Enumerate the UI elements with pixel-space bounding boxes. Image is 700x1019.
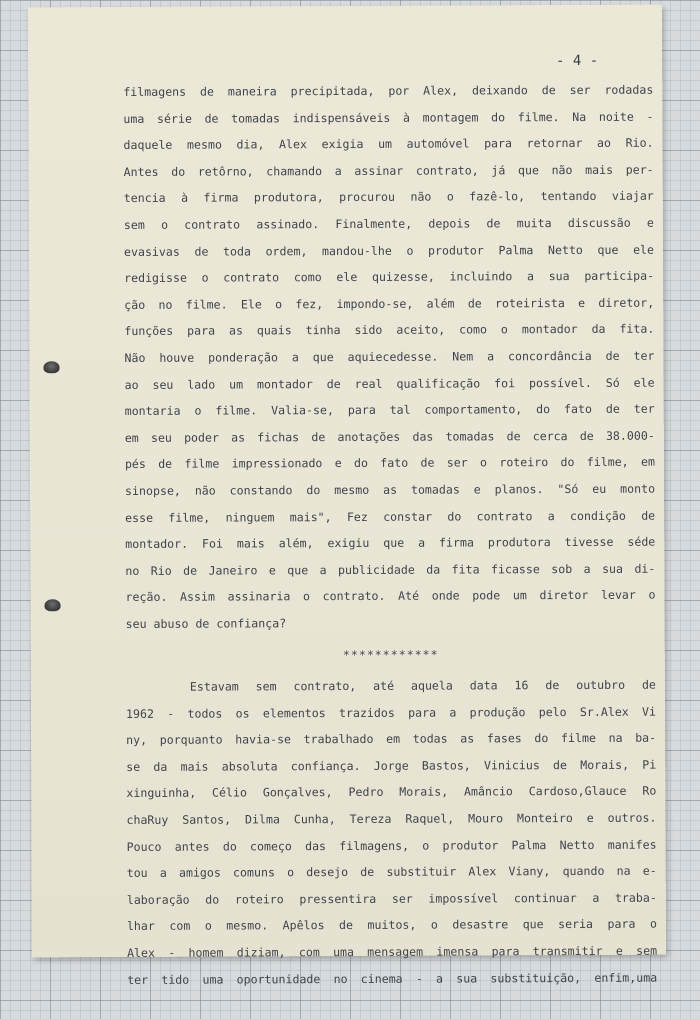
section-separator: ************	[342, 648, 439, 663]
text-line: Alex - homem diziam, com uma mensagem imensa para transmitir e sem	[127, 943, 658, 960]
text-line: evasivas de toda ordem, mandou-lhe o produtor Palma Netto que ele	[123, 242, 655, 259]
text-line: Pouco antes do começo das filmagens, o produtor Palma Netto manifes	[126, 837, 657, 854]
text-line: no Rio de Janeiro e que a publicidade da fita ficasse sob a sua di-	[125, 561, 656, 578]
text-line: tencia à firma produtora, procurou não o fazê-lo, tentando viajar	[123, 189, 654, 206]
text-line: xinguinha, Célio Gonçalves, Pedro Morais, Amâncio Cardoso,Glauce Ro	[126, 784, 657, 801]
text-line: redigisse o contrato como ele quizesse, incluindo a sua participa-	[124, 268, 655, 286]
text-line: chaRuy Santos, Dilma Cunha, Tereza Raquel, Mouro Monteiro e outros.	[126, 810, 657, 827]
text-line: sem o contrato assinado. Finalmente, depois de muita discussão e	[123, 215, 654, 232]
text-line: Antes do retôrno, chamando a assinar contrato, já que não mais per-	[123, 162, 654, 179]
text-line: montador. Foi mais além, exigiu que a firma produtora tivesse séde	[125, 534, 656, 552]
text-line: laboração do roteiro pressentira ser impossível continuar a traba-	[126, 890, 657, 907]
text-line: em seu poder as fichas de anotações das tomadas de cerca de 38.000-	[124, 428, 655, 445]
text-line: ter tido uma oportunidade no cinema - a sua substituição, enfim,uma	[127, 970, 658, 987]
document-body	[123, 77, 657, 993]
text-line: sinopse, não constando do mesmo as tomadas e planos. "Só eu monto	[125, 481, 656, 498]
punch-hole	[45, 599, 61, 611]
text-line: esse filme, ninguem mais", Fez constar do contrato a condição de	[125, 508, 656, 525]
text-line: Estavam sem contrato, até aquela data 16 de outubro de	[189, 677, 656, 694]
text-line: ny, porquanto havia-se trabalhado em todas as fases do filme na ba-	[126, 730, 657, 748]
typewritten-page	[28, 5, 666, 987]
text-line: seu abuso de confiança?	[125, 616, 287, 631]
text-line: 1962 - todos os elementos trazidos para a produção pelo Sr.Alex Vi	[125, 704, 657, 721]
text-line: se da mais absoluta confiança. Jorge Bastos, Vinicius de Morais, Pi	[126, 757, 657, 774]
paragraph-1	[123, 77, 655, 638]
text-line: tou a amigos comuns o desejo de substituir Alex Viany, quando na e-	[126, 863, 657, 881]
text-line: ção no filme. Ele o fez, impondo-se, além de roteirista e diretor,	[124, 295, 655, 312]
text-line: uma série de tomadas indispensáveis à montagem do filme. Na noite -	[123, 109, 654, 126]
text-line: filmagens de maneira precipitada, por Alex, deixando de ser rodadas	[123, 82, 654, 99]
paragraph-2	[126, 672, 657, 993]
text-line: daquele mesmo dia, Alex exigia um automóvel para retornar ao Rio.	[123, 135, 654, 153]
page-number: - 4 -	[555, 52, 599, 70]
text-line: funções para as quais tinha sido aceito, como o montador da fita.	[124, 322, 655, 339]
punch-hole	[43, 361, 59, 373]
text-line: pés de filme impressionado e do fato de ser o roteiro do filme, em	[124, 454, 655, 472]
text-line: montaria o filme. Valia-se, para tal comportamento, do fato de ter	[124, 401, 655, 419]
text-line: reção. Assim assinaria o contrato. Até onde pode um diretor levar o	[125, 587, 656, 605]
text-line: lhar com o mesmo. Apêlos de muitos, o desastre que seria para o	[126, 917, 657, 934]
text-line: ao seu lado um montador de real qualificação foi possível. Só ele	[124, 375, 655, 392]
text-line: Não houve ponderação a que aquiecedesse. Nem a concordância de ter	[124, 348, 655, 365]
